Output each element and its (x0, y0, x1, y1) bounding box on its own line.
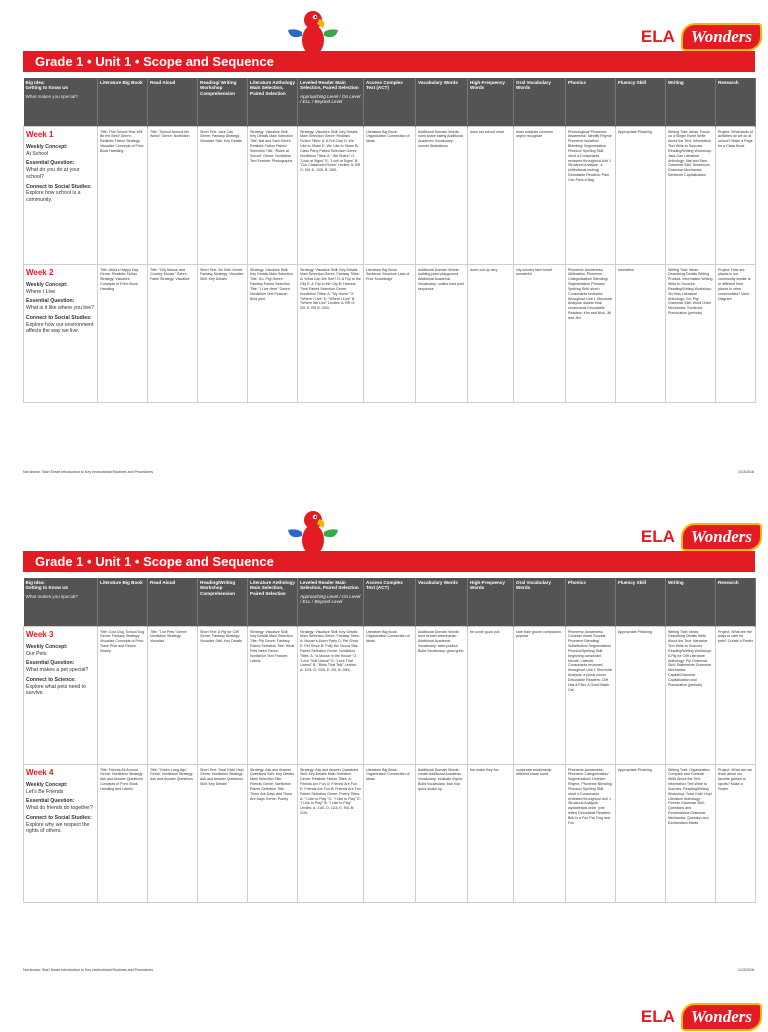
table-cell: cooperate relationship different share scold (514, 764, 566, 902)
table-header-row (24, 78, 756, 126)
header-cell: Leveled Reader Main Selection, Paired Selection Approaching Level / On Level / ELL / Beyond Level (298, 578, 364, 626)
header-cell: Literature Big Book (98, 78, 148, 126)
header-cell: Research (716, 578, 756, 626)
header-cell: Oral Vocabulary Words (514, 78, 566, 126)
table-row (24, 264, 756, 402)
header-cell: Literature Anthology Main Selection, Paired Selection (248, 578, 298, 626)
header-cell: High-Frequency Words (468, 78, 514, 126)
next-page-strip (0, 1000, 768, 1024)
table-row (24, 126, 756, 264)
table-cell: Project: What can we learn about our favorite games or sports? Make a Poster (716, 764, 756, 902)
table-cell: Strategy: Visualize Skill: Key Details Main Selection Title: Pip Genre: Fantasy Paired Selection Title: What Pets Need Genre: Nonfiction Text Feature: Labels (248, 626, 298, 764)
table-row (24, 626, 756, 764)
page-title: Grade 1 • Unit 1 • Scope and Sequence (23, 551, 755, 572)
table-cell: Phonological/ Phonemic Awareness: Identify Rhyme Phoneme Isolation/ Blending/ Segmentation Phonics/ Spelling Skill: short a Consonants reviewed throughout Unit 1 Structural Analysis: -s (inflectional ending) Decodable Readers: Pam Can Pack a Bag (566, 126, 616, 264)
table-cell: city country farm travel wonderful (514, 264, 566, 402)
header-cell: Reading/Writing Workshop Comprehension (198, 578, 248, 626)
table-cell: Short Text: Six Kids Genre: Fantasy Strategy: Visualize Skill: Key Details (198, 264, 248, 402)
scope-table (23, 578, 756, 903)
table-cell: Writing Trait: Organization: Compare and Contrast Write About the Text: Information Text Write to Sources: Reading/Writing Workshop: Toss! Kick! Hop! Literature Anthology: Friends Grammar Skill: Questions and Exclamations Grammar Mechanics: Question and Exclamation Marks (666, 764, 716, 902)
header-cell: Reading/ Writing Workshop Comprehension (198, 78, 248, 126)
header-cell: Writing (666, 578, 716, 626)
header-cell: Access Complex Text (ACT) (364, 578, 416, 626)
table-cell: Short Text: Toss! Kick! Hop! Genre: Nonfiction Strategy: Ask and Answer Questions Skill: Key Details (198, 764, 248, 902)
table-cell: Title: This School Year Will Be the Best! Genre: Realistic Fiction Strategy: Visualize Concepts of Print: Book Handling (98, 126, 148, 264)
week-cell: Week 2 Weekly Concept: Where I Live Essential Question: What is it like where you live? Connect to Social Studies: Explore how our environment affects the way we live. (24, 264, 98, 402)
footer-date: 1/13/2016 (738, 470, 754, 474)
table-cell: Writing Trait: Ideas: Describing Details Writing Product: Information Writing Write to Sources: Reading/Writing Workshop: Six Kids Literature Anthology: Go, Pig! Grammar Skill: Word Order Mechanics: Sentence Punctuation (periods) (666, 264, 716, 402)
table-cell: fun make they too (468, 764, 514, 902)
table-cell: Title: Alicia's Happy Day Genre: Realistic Fiction Strategy: Visualize Concepts of Print: Book Handling (98, 264, 148, 402)
table-cell: Short Text: A Pig for Cliff Genre: Fantasy Strategy: Visualize Skill: Key Details (198, 626, 248, 764)
header-cell: Leveled Reader Main Selection, Paired Selection Approaching Level / On Level / ELL / Beyond Level (298, 78, 364, 126)
header-cell: Access Complex Text (ACT) (364, 78, 416, 126)
table-cell: care train groom companion popular (514, 626, 566, 764)
footer-note: Not shown: Start Smart Introduction to Key Instructional Routines and Procedures (23, 470, 154, 474)
wonders-logo: ELA Wonders (641, 1002, 762, 1032)
header-cell: Phonics (566, 78, 616, 126)
header-cell: Literature Big Book (98, 578, 148, 626)
header-cell: High-Frequency Words (468, 578, 514, 626)
header-big-idea: Big Idea: Getting to Know Us What makes you special? (24, 78, 98, 126)
table-cell: Literature Big Book: Organization Connection of Ideas (364, 126, 416, 264)
table-cell: Literature Big Book: Organization Connection of Ideas (364, 626, 416, 764)
level-legend: Approaching Level / On Level / ELL / Beyond Level (300, 593, 361, 604)
table-cell: Project: What are the ways to care for pets? Create a Poster (716, 626, 756, 764)
table-cell: Title: Friends All Around Genre: Nonfiction Strategy: Ask and Answer Questions Concepts of Print: Book Handling and Labels (98, 764, 148, 902)
table-row (24, 764, 756, 902)
header-cell: Read Aloud (148, 78, 198, 126)
table-cell: Writing Trait: Ideas: Describing Details Write About the Text: Narrative Text Write to Sources: Reading/Writing Workshop: A Pig for Cliff Literature Anthology: Pip Grammar Skill: Statements Grammar Mechanics: Capital/Grammar Capitalization and Punctuation (periods) (666, 626, 716, 764)
table-header-row (24, 578, 756, 626)
table-cell: Phonemic Awareness: Contrast Vowel Sounds, Phoneme Blending/ Substitution/ Segmentation Phonics/Spelling Skill: beginning consonant blends: l-blends Consonants reviewed throughout Unit 1 Structural Analysis: a plural nouns Decodable Readers: Cliff Has a Plan, A Good Black Cat (566, 626, 616, 764)
table-cell: Additional Domain Words: create Additional Academic Vocabulary: evaluate rhyme Build Vocabulary: kick hop quick shake up (416, 764, 468, 902)
header-cell: Fluency Skill (616, 78, 666, 126)
footer-note: Not shown: Start Smart Introduction to Key Instructional Routines and Procedures (23, 968, 154, 972)
table-cell: Strategy: Visualize Skill: Key Details Main Selection Title: Nat and Sam Genre: Realistic Fiction Paired Selection Title: "Rules at School" Genre: Nonfiction Text Feature: Photographs (248, 126, 298, 264)
table-cell: Title: "Green Lang Ago" Genre: Nonfiction Strategy: Ask and Answer Questions (148, 764, 198, 902)
table-cell: Strategy: Visualize Skill: Key Details Main Selection Genre: Fantasy Titles: A: Mouse's Moon Party O: Pet Show E: Pet Show B: Polly the Circus Star Paired Selection Genre: Nonfiction Titles: A: "A Mouse in the House" O: "Love That Llama!" E: "Love That Llama!" B: "Birds That Talk" Lexiles: A: 120L O: 230L E: 20L B: 280L (298, 626, 364, 764)
table-cell: Additional Domain Words: feed kennel veterinarian Additional Academic Vocabulary: label publish Build Vocabulary: grow grew (416, 626, 468, 764)
header-cell: Read Aloud (148, 578, 198, 626)
table-cell: Strategy: Ask and Answer Questions Skill: Key Details Main Selection Genre: Realistic Fiction Titles: A: Friends Are Fun O: Friends Are Fun E: Friends Are Fun B: Friends Are Fun Paired Selection Genre: Poetry Titles: A: "I Like to Play" O: "I Like to Play" E: "I Like to Play" B: "I Like to Play" Lexiles: A: 110L O: 110L E: 90L B: 310L (298, 764, 364, 902)
table-cell: Project: How are places in our community similar to or different from places in other communities? Venn Diagram (716, 264, 756, 402)
table-cell: Appropriate Phrasing (616, 764, 666, 902)
table-cell: Literature Big Book: Sentence Structure Lack of Prior Knowledge (364, 264, 416, 402)
table-cell: Title: Cool Dog, School Dog Genre: Fantasy Strategy: Visualize Concepts of Print: Track Print and Return Sweep (98, 626, 148, 764)
header-cell: Writing (666, 78, 716, 126)
table-cell: learn subjects common object recognize (514, 126, 566, 264)
table-cell: Intonation (616, 264, 666, 402)
table-cell: Strategy: Ask and Answer Questions Skill: Key Details Main Selection Title: Friends Genre: Nonfiction Paired Selection Title: There Are Days and There Are Days Genre: Poetry (248, 764, 298, 902)
week-cell: Week 4 Weekly Concept: Let's Be Friends Essential Question: What do friends do together? Connect to Social Studies: Explore why we respect the rights of others. (24, 764, 98, 902)
week-cell: Week 1 Weekly Concept: At School Essential Question: What do you do at your school? Connect to Social Studies: Explore how school is a community. (24, 126, 98, 264)
table-cell: Appropriate Phrasing (616, 626, 666, 764)
table-cell: Title: "Our Pets" Genre: Nonfiction Strategy: Visualize (148, 626, 198, 764)
header-cell: Phonics (566, 578, 616, 626)
page-title: Grade 1 • Unit 1 • Scope and Sequence (23, 51, 755, 72)
table-cell: Title: "City Mouse and Country Mouse" Genre: Fable Strategy: Visualize (148, 264, 198, 402)
table-cell: Strategy: Visualize Skill: Key Details Main Selection Genre: Fantasy Titles: A: What Can We See? O: A Trip to the City E: A Trip to the City B: Harvest Time Paired Selection Genre: Nonfiction Titles: A: "My Home" O: "Where I Live" E: "Where I Live" B: "Where We Live" Lexiles: A: BR O: 20L E: BR B: 330L (298, 264, 364, 402)
table-cell: Writing Trait: Ideas: Focus on a Single Event Write About the Text: Information Text Write to Sources: Reading/Writing Workshop: Jack Can Literature Anthology: Nat and Sam Grammar Skill: Sentences Grammar Mechanics: Sentence Capitalization (666, 126, 716, 264)
header-cell: Vocabulary Words (416, 578, 468, 626)
header-cell: Literature Anthology Main Selection, Paired Selection (248, 78, 298, 126)
table-cell: Additional Domain Words: rules share safety Additional Academic Vocabulary: rounds illustrations (416, 126, 468, 264)
table-cell: Title: "School Around the World" Genre: Nonfiction (148, 126, 198, 264)
table-cell: Strategy: Visualize Skill: Key Details Main Selection Genre: Realistic Fiction Titles: A: A Fun Day O: We Like to Share E: We Like to Share B: Class Party Paired Selection Genre: Nonfiction Titles: A: "We Share" O: "Look at Signs" E: "Look at Signs" B: "Our Classroom Rules" Lexiles: A: BR O: 90L E: 100L B: 280L (298, 126, 364, 264)
table-cell: Appropriate Phrasing (616, 126, 666, 264)
footer-date: 1/13/2016 (738, 968, 754, 972)
table-cell: Short Text: Jack Can Genre: Fantasy Strategy: Visualize Skill: Key Details (198, 126, 248, 264)
wonders-logo: ELA Wonders (641, 22, 762, 52)
scope-page-2 (0, 500, 768, 1000)
table-cell: be come good pull (468, 626, 514, 764)
table-cell: down out up very (468, 264, 514, 402)
wonders-logo: ELA Wonders (641, 522, 762, 552)
header-big-idea: Big Idea: Getting to Know Us What makes you special? (24, 578, 98, 626)
week-cell: Week 3 Weekly Concept: Our Pets Essential Question: What makes a pet special? Connect to Science: Explore what pets need to survive. (24, 626, 98, 764)
table-cell: does not school what (468, 126, 514, 264)
table-cell: Literature Big Book: Organization Connection of Ideas (364, 764, 416, 902)
table-cell: Strategy: Visualize Skill: Key Details Main Selection Title: Go, Pig! Genre: Fantasy Paired Selection Title: "I Live Here" Genre: Nonfiction Text Feature: Bold print (248, 264, 298, 402)
scope-table (23, 78, 756, 403)
scope-page-1 (0, 0, 768, 500)
table-cell: Phonemic Awareness: Alliteration, Phoneme Categorization/ Blending/ Segmentation Phonics/ Spelling Skill: short i Consonants reviewed throughout Unit 1 Structural Analysis: double final consonants Decodable Readers: Kim and Nick, Jill and Jim (566, 264, 616, 402)
table-cell: Project: What kinds of activities do we do at school? Make a Page for a Class Book (716, 126, 756, 264)
level-legend: Approaching Level / On Level / ELL / Beyond Level (300, 93, 361, 104)
header-cell: Vocabulary Words (416, 78, 468, 126)
header-cell: Fluency Skill (616, 578, 666, 626)
table-cell: Phonemic Awareness: Phoneme Categorization/ Segmentation/ Deletion, Rhyme, Phoneme Blending Phonics/ Spelling Skill: short o Consonants reviewed throughout Unit 1 Structural Analysis: alphabetical order (one letter) Decodable Readers: Bob is a Fun Pal, Dog and Fox (566, 764, 616, 902)
header-cell: Research (716, 78, 756, 126)
table-cell: Additional Domain Words: building pond playground Additional Academic Vocabulary: outline bold print sequence (416, 264, 468, 402)
header-cell: Oral Vocabulary Words (514, 578, 566, 626)
